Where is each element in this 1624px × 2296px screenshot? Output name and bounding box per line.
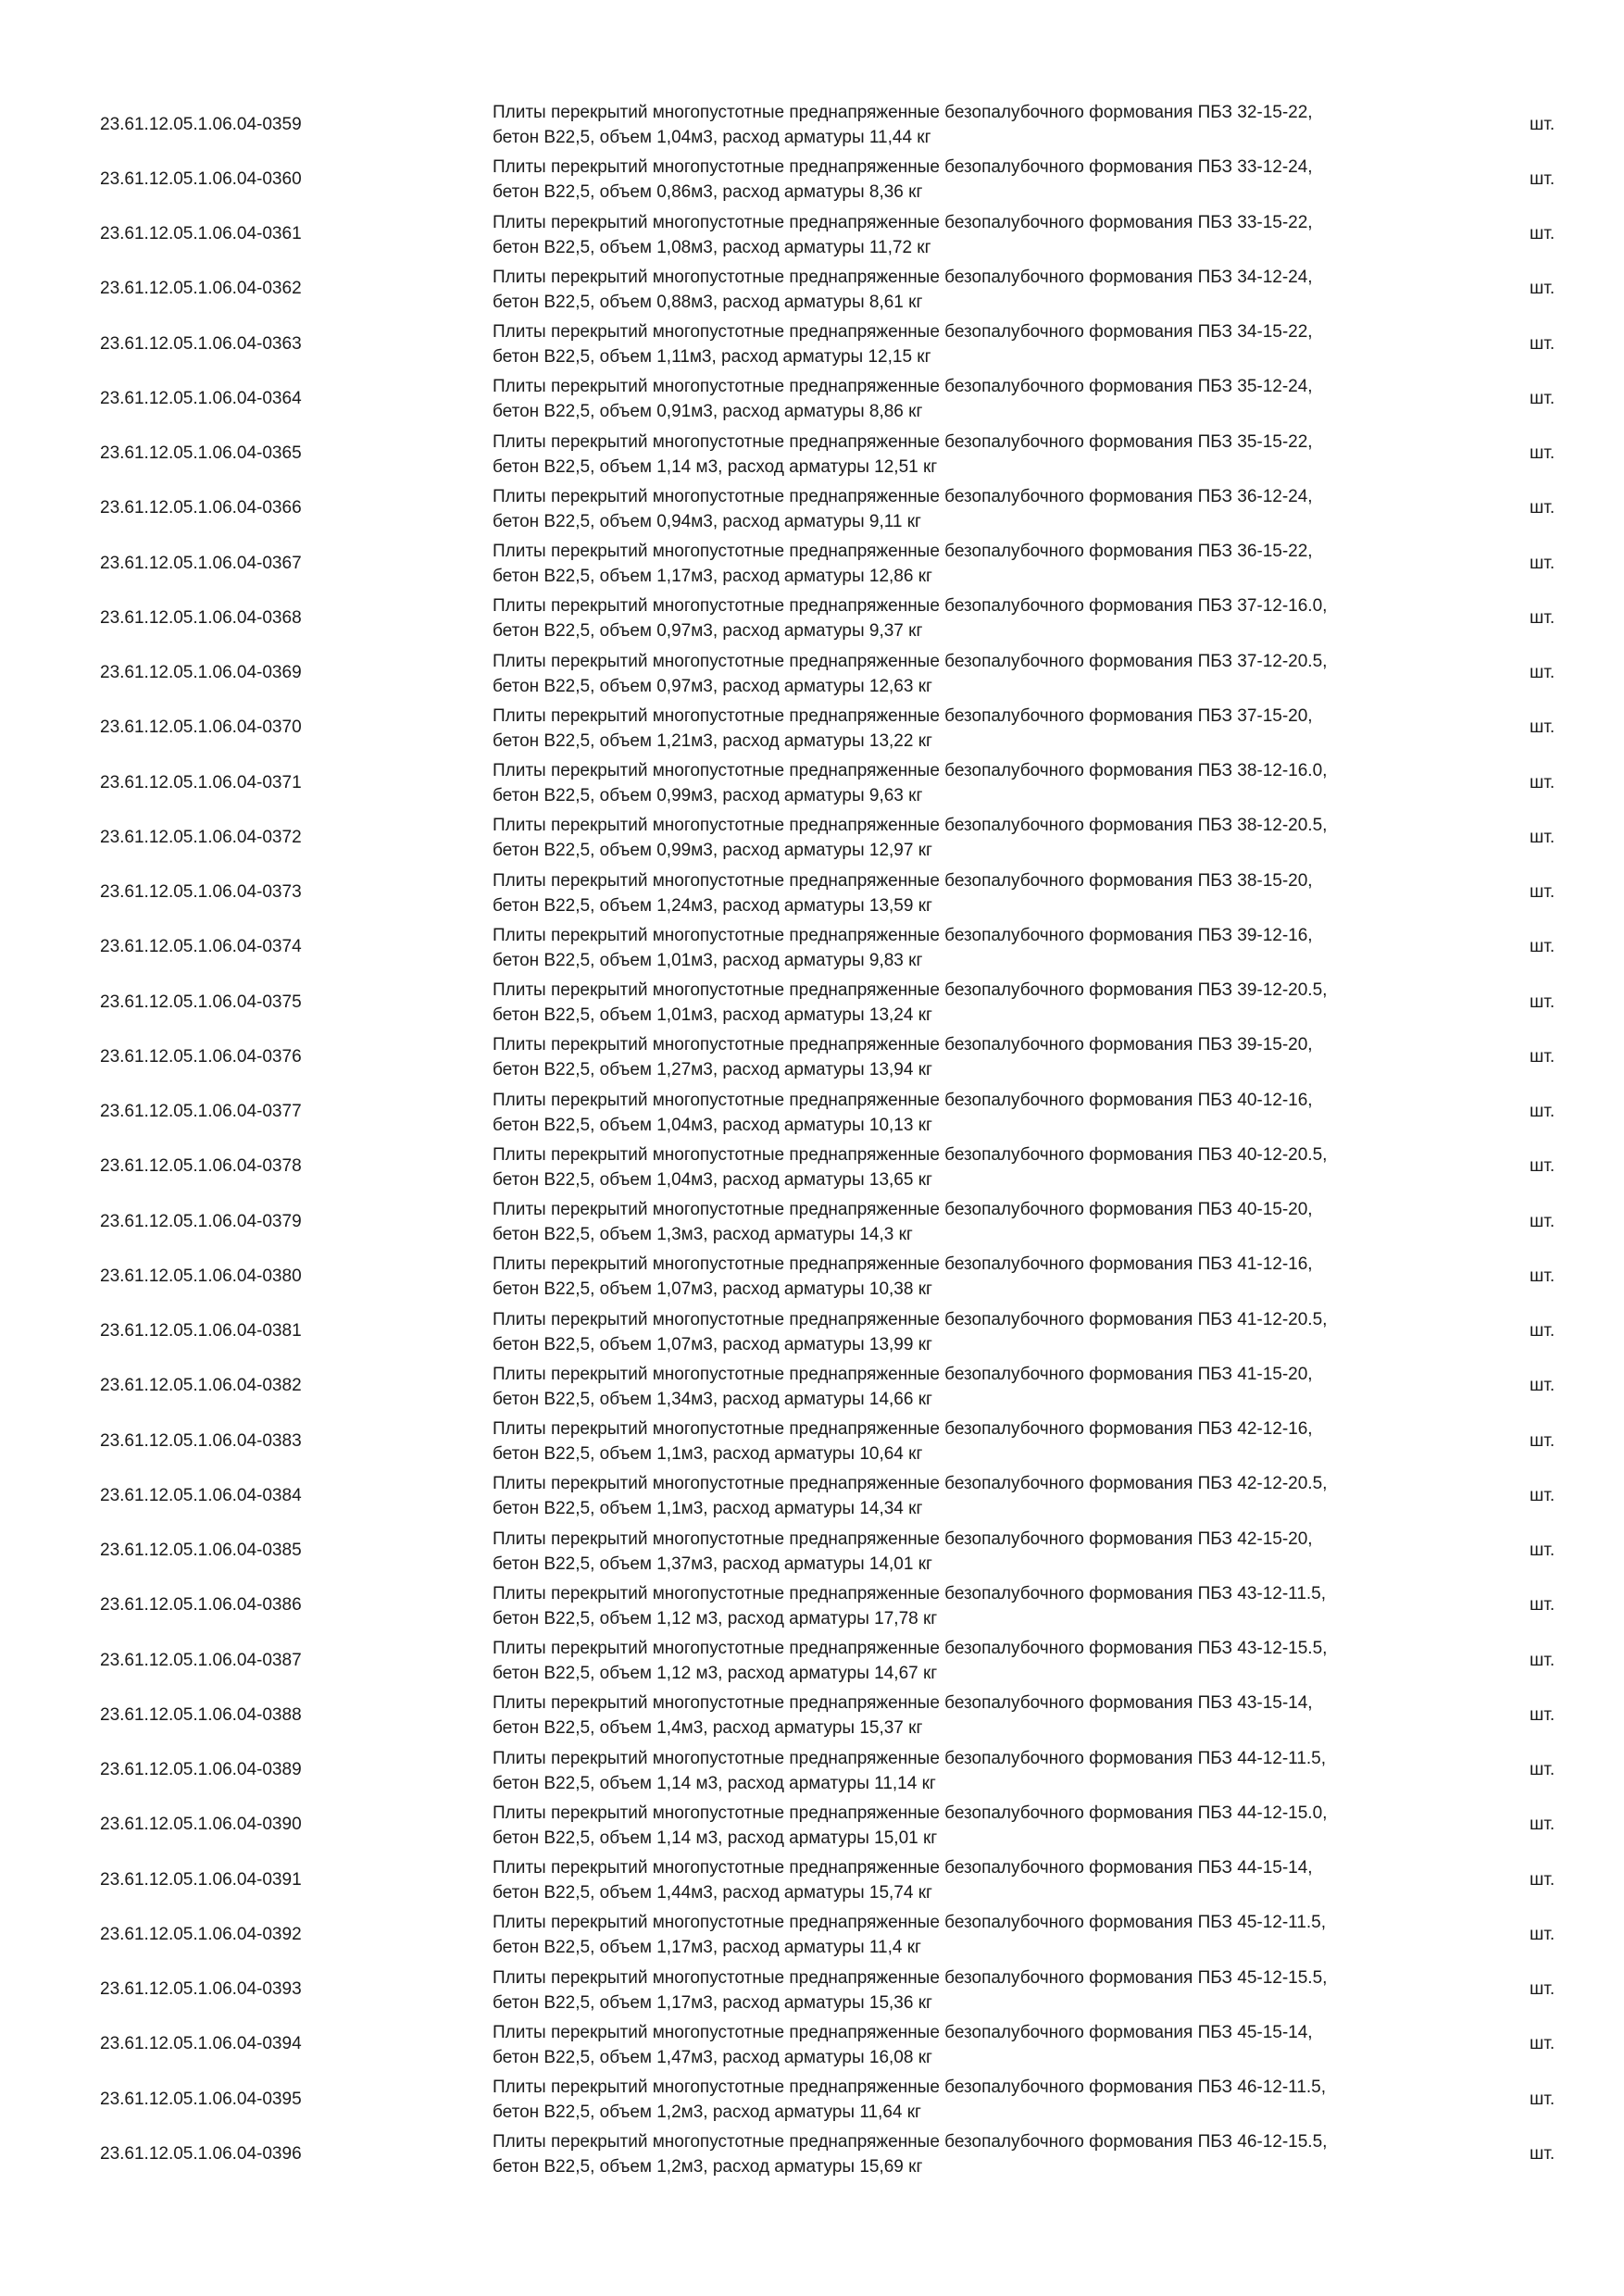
- table-row: [0, 427, 1624, 481]
- resource-code: 23.61.12.05.1.06.04-0376: [100, 1046, 302, 1067]
- table-row: [0, 1633, 1624, 1688]
- resource-description: [493, 978, 1474, 1028]
- description-line-2: бетон В22,5, объем 0,97м3, расход арматуры 9,37 кг: [493, 621, 923, 642]
- description-line-2: бетон В22,5, объем 0,99м3, расход арматуры 9,63 кг: [493, 786, 923, 805]
- resource-description: [493, 1527, 1474, 1577]
- unit-of-measure: шт.: [1530, 168, 1555, 189]
- unit-of-measure: шт.: [1530, 1211, 1555, 1231]
- resource-description: [493, 1252, 1474, 1302]
- description-line-1: Плиты перекрытий многопустотные преднапряженные безопалубочного формования ПБЗ 43-15-14,: [493, 1693, 1313, 1714]
- description-line-1: Плиты перекрытий многопустотные преднапряженные безопалубочного формования ПБЗ 38-12-20.5,: [493, 816, 1328, 836]
- description-line-2: бетон В22,5, объем 0,91м3, расход арматуры 8,86 кг: [493, 402, 923, 422]
- unit-of-measure: шт.: [1530, 1869, 1555, 1890]
- description-line-2: бетон В22,5, объем 1,27м3, расход арматуры 13,94 кг: [493, 1060, 932, 1080]
- resource-description: [493, 813, 1474, 863]
- unit-of-measure: шт.: [1530, 2089, 1555, 2109]
- resource-code: 23.61.12.05.1.06.04-0369: [100, 663, 302, 683]
- table-row: [0, 1798, 1624, 1853]
- description-line-1: Плиты перекрытий многопустотные преднапряженные безопалубочного формования ПБЗ 44-15-14,: [493, 1858, 1313, 1878]
- description-line-2: бетон В22,5, объем 1,07м3, расход арматуры 13,99 кг: [493, 1334, 932, 1354]
- description-line-2: бетон В22,5, объем 1,1м3, расход арматуры 14,34 кг: [493, 1499, 923, 1519]
- resource-code: 23.61.12.05.1.06.04-0382: [100, 1376, 302, 1396]
- description-line-2: бетон В22,5, объем 1,12 м3, расход арматуры 14,67 кг: [493, 1664, 938, 1683]
- unit-of-measure: шт.: [1530, 333, 1555, 354]
- unit-of-measure: шт.: [1530, 882, 1555, 903]
- description-line-2: бетон В22,5, объем 1,37м3, расход арматуры 14,01 кг: [493, 1554, 932, 1574]
- resource-code: 23.61.12.05.1.06.04-0370: [100, 718, 302, 738]
- resource-code: 23.61.12.05.1.06.04-0360: [100, 168, 302, 189]
- description-line-1: Плиты перекрытий многопустотные преднапряженные безопалубочного формования ПБЗ 37-15-20,: [493, 705, 1313, 726]
- description-line-1: Плиты перекрытий многопустотные преднапряженные безопалубочного формования ПБЗ 38-12-16.0,: [493, 761, 1328, 780]
- description-line-1: Плиты перекрытий многопустотные преднапряженные безопалубочного формования ПБЗ 39-12-20.5,: [493, 980, 1328, 1000]
- resource-description: [493, 430, 1474, 480]
- resource-description: [493, 758, 1474, 808]
- description-line-1: Плиты перекрытий многопустотные преднапряженные безопалубочного формования ПБЗ 41-12-20.5,: [493, 1309, 1328, 1329]
- table-row: [0, 2072, 1624, 2127]
- unit-of-measure: шт.: [1530, 114, 1555, 134]
- unit-of-measure: шт.: [1530, 1650, 1555, 1670]
- resource-description: [493, 210, 1474, 260]
- resource-code: 23.61.12.05.1.06.04-0395: [100, 2089, 302, 2109]
- table-row: [0, 97, 1624, 152]
- unit-of-measure: шт.: [1530, 1156, 1555, 1177]
- resource-code: 23.61.12.05.1.06.04-0396: [100, 2143, 302, 2164]
- table-row: [0, 1414, 1624, 1468]
- unit-of-measure: шт.: [1530, 443, 1555, 464]
- table-row: [0, 1524, 1624, 1578]
- resource-code: 23.61.12.05.1.06.04-0380: [100, 1266, 302, 1286]
- description-line-2: бетон В22,5, объем 1,11м3, расход арматуры 12,15 кг: [493, 347, 931, 367]
- table-row: [0, 317, 1624, 371]
- description-line-2: бетон В22,5, объем 1,14 м3, расход арматуры 15,01 кг: [493, 1828, 938, 1848]
- table-row: [0, 481, 1624, 536]
- description-line-2: бетон В22,5, объем 1,3м3, расход арматуры 14,3 кг: [493, 1225, 913, 1244]
- unit-of-measure: шт.: [1530, 2143, 1555, 2164]
- resource-description: [493, 265, 1474, 315]
- unit-of-measure: шт.: [1530, 992, 1555, 1012]
- unit-of-measure: шт.: [1530, 1102, 1555, 1122]
- description-line-1: Плиты перекрытий многопустотные преднапряженные безопалубочного формования ПБЗ 41-12-16,: [493, 1254, 1313, 1275]
- description-line-1: Плиты перекрытий многопустотные преднапряженные безопалубочного формования ПБЗ 45-12-15.5,: [493, 1967, 1328, 1988]
- unit-of-measure: шт.: [1530, 498, 1555, 518]
- resource-code: 23.61.12.05.1.06.04-0375: [100, 992, 302, 1012]
- resource-code: 23.61.12.05.1.06.04-0366: [100, 498, 302, 518]
- description-line-1: Плиты перекрытий многопустотные преднапряженные безопалубочного формования ПБЗ 41-15-20,: [493, 1364, 1313, 1384]
- description-line-2: бетон В22,5, объем 1,17м3, расход арматуры 11,4 кг: [493, 1938, 921, 1958]
- resource-code: 23.61.12.05.1.06.04-0381: [100, 1321, 302, 1341]
- resource-code: 23.61.12.05.1.06.04-0379: [100, 1211, 302, 1231]
- resource-description: [493, 484, 1474, 534]
- resource-description: [493, 1307, 1474, 1357]
- description-line-2: бетон В22,5, объем 1,24м3, расход арматуры 13,59 кг: [493, 895, 932, 916]
- classifier-table: [0, 97, 1624, 2182]
- table-row: [0, 2017, 1624, 2072]
- table-row: [0, 1304, 1624, 1359]
- resource-description: [493, 155, 1474, 205]
- table-row: [0, 207, 1624, 262]
- unit-of-measure: шт.: [1530, 1595, 1555, 1616]
- table-row: [0, 755, 1624, 810]
- resource-code: 23.61.12.05.1.06.04-0386: [100, 1595, 302, 1616]
- resource-description: [493, 539, 1474, 589]
- description-line-1: Плиты перекрытий многопустотные преднапряженные безопалубочного формования ПБЗ 46-12-15.5,: [493, 2132, 1328, 2152]
- description-line-1: Плиты перекрытий многопустотные преднапряженные безопалубочного формования ПБЗ 43-12-11.5,: [493, 1583, 1327, 1603]
- resource-code: 23.61.12.05.1.06.04-0373: [100, 882, 302, 903]
- description-line-2: бетон В22,5, объем 0,86м3, расход арматуры 8,36 кг: [493, 182, 923, 203]
- table-row: [0, 1907, 1624, 1962]
- table-row: [0, 810, 1624, 865]
- resource-description: [493, 1416, 1474, 1466]
- resource-code: 23.61.12.05.1.06.04-0364: [100, 388, 302, 408]
- table-row: [0, 536, 1624, 591]
- table-row: [0, 1359, 1624, 1414]
- description-line-1: Плиты перекрытий многопустотные преднапряженные безопалубочного формования ПБЗ 45-12-11.5,: [493, 1913, 1327, 1933]
- unit-of-measure: шт.: [1530, 1760, 1555, 1780]
- resource-description: [493, 1636, 1474, 1686]
- description-line-2: бетон В22,5, объем 1,21м3, расход арматуры 13,22 кг: [493, 730, 932, 751]
- resource-code: 23.61.12.05.1.06.04-0384: [100, 1485, 302, 1505]
- description-line-1: Плиты перекрытий многопустотные преднапряженные безопалубочного формования ПБЗ 44-12-15.0,: [493, 1803, 1328, 1823]
- resource-description: [493, 704, 1474, 754]
- resource-description: [493, 868, 1474, 918]
- resource-description: [493, 2075, 1474, 2125]
- description-line-1: Плиты перекрытий многопустотные преднапряженные безопалубочного формования ПБЗ 34-12-24,: [493, 267, 1313, 287]
- table-row: [0, 1578, 1624, 1633]
- description-line-1: Плиты перекрытий многопустотные преднапряженные безопалубочного формования ПБЗ 42-12-16,: [493, 1419, 1313, 1439]
- resource-code: 23.61.12.05.1.06.04-0387: [100, 1650, 302, 1670]
- unit-of-measure: шт.: [1530, 1815, 1555, 1835]
- description-line-1: Плиты перекрытий многопустотные преднапряженные безопалубочного формования ПБЗ 40-15-20,: [493, 1200, 1313, 1219]
- resource-description: [493, 1088, 1474, 1138]
- unit-of-measure: шт.: [1530, 1376, 1555, 1396]
- unit-of-measure: шт.: [1530, 2034, 1555, 2054]
- description-line-2: бетон В22,5, объем 1,4м3, расход арматуры 15,37 кг: [493, 1718, 923, 1739]
- table-row: [0, 1085, 1624, 1140]
- resource-description: [493, 374, 1474, 424]
- resource-code: 23.61.12.05.1.06.04-0377: [100, 1102, 302, 1122]
- table-row: [0, 1140, 1624, 1194]
- description-line-1: Плиты перекрытий многопустотные преднапряженные безопалубочного формования ПБЗ 37-12-16.0,: [493, 596, 1328, 617]
- resource-code: 23.61.12.05.1.06.04-0385: [100, 1541, 302, 1561]
- unit-of-measure: шт.: [1530, 937, 1555, 957]
- table-row: [0, 152, 1624, 206]
- description-line-1: Плиты перекрытий многопустотные преднапряженные безопалубочного формования ПБЗ 40-12-16,: [493, 1090, 1313, 1110]
- description-line-1: Плиты перекрытий многопустотные преднапряженные безопалубочного формования ПБЗ 32-15-22,: [493, 103, 1313, 122]
- resource-code: 23.61.12.05.1.06.04-0392: [100, 1924, 302, 1944]
- description-line-2: бетон В22,5, объем 0,88м3, расход арматуры 8,61 кг: [493, 292, 923, 312]
- description-line-1: Плиты перекрытий многопустотные преднапряженные безопалубочного формования ПБЗ 36-15-22,: [493, 542, 1313, 561]
- resource-code: 23.61.12.05.1.06.04-0368: [100, 607, 302, 628]
- description-line-1: Плиты перекрытий многопустотные преднапряженные безопалубочного формования ПБЗ 35-12-24,: [493, 377, 1313, 397]
- resource-description: [493, 1032, 1474, 1082]
- table-row: [0, 1743, 1624, 1798]
- unit-of-measure: шт.: [1530, 1485, 1555, 1505]
- unit-of-measure: шт.: [1530, 279, 1555, 299]
- table-row: [0, 701, 1624, 755]
- unit-of-measure: шт.: [1530, 827, 1555, 847]
- unit-of-measure: шт.: [1530, 1430, 1555, 1451]
- resource-description: [493, 1197, 1474, 1247]
- table-row: [0, 1194, 1624, 1249]
- description-line-1: Плиты перекрытий многопустотные преднапряженные безопалубочного формования ПБЗ 39-15-20,: [493, 1035, 1313, 1055]
- table-row: [0, 371, 1624, 426]
- resource-description: [493, 1581, 1474, 1631]
- description-line-2: бетон В22,5, объем 1,14 м3, расход арматуры 12,51 кг: [493, 456, 938, 477]
- resource-description: [493, 1142, 1474, 1192]
- description-line-2: бетон В22,5, объем 1,01м3, расход арматуры 9,83 кг: [493, 950, 923, 970]
- description-line-1: Плиты перекрытий многопустотные преднапряженные безопалубочного формования ПБЗ 42-15-20,: [493, 1529, 1313, 1549]
- unit-of-measure: шт.: [1530, 1704, 1555, 1725]
- table-row: [0, 1468, 1624, 1523]
- description-line-1: Плиты перекрытий многопустотные преднапряженные безопалубочного формования ПБЗ 34-15-22,: [493, 322, 1313, 342]
- unit-of-measure: шт.: [1530, 1924, 1555, 1944]
- description-line-1: Плиты перекрытий многопустотные преднапряженные безопалубочного формования ПБЗ 45-15-14,: [493, 2022, 1313, 2042]
- unit-of-measure: шт.: [1530, 1321, 1555, 1341]
- resource-code: 23.61.12.05.1.06.04-0365: [100, 443, 302, 464]
- resource-description: [493, 1801, 1474, 1851]
- unit-of-measure: шт.: [1530, 553, 1555, 573]
- table-row: [0, 1249, 1624, 1304]
- resource-code: 23.61.12.05.1.06.04-0389: [100, 1760, 302, 1780]
- description-line-1: Плиты перекрытий многопустотные преднапряженные безопалубочного формования ПБЗ 43-12-15.5,: [493, 1639, 1328, 1658]
- description-line-2: бетон В22,5, объем 1,04м3, расход арматуры 13,65 кг: [493, 1169, 932, 1190]
- resource-code: 23.61.12.05.1.06.04-0394: [100, 2034, 302, 2054]
- unit-of-measure: шт.: [1530, 388, 1555, 408]
- description-line-2: бетон В22,5, объем 1,14 м3, расход арматуры 11,14 кг: [493, 1773, 936, 1793]
- description-line-1: Плиты перекрытий многопустотные преднапряженные безопалубочного формования ПБЗ 38-15-20,: [493, 870, 1313, 891]
- unit-of-measure: шт.: [1530, 772, 1555, 792]
- description-line-2: бетон В22,5, объем 1,2м3, расход арматуры 15,69 кг: [493, 2157, 923, 2177]
- description-line-2: бетон В22,5, объем 1,12 м3, расход арматуры 17,78 кг: [493, 1608, 938, 1628]
- resource-code: 23.61.12.05.1.06.04-0390: [100, 1815, 302, 1835]
- resource-code: 23.61.12.05.1.06.04-0378: [100, 1156, 302, 1177]
- resource-description: [493, 2129, 1474, 2179]
- description-line-2: бетон В22,5, объем 1,34м3, расход арматуры 14,66 кг: [493, 1389, 932, 1409]
- unit-of-measure: шт.: [1530, 224, 1555, 244]
- description-line-1: Плиты перекрытий многопустотные преднапряженные безопалубочного формования ПБЗ 37-12-20.5,: [493, 651, 1328, 671]
- unit-of-measure: шт.: [1530, 1979, 1555, 2000]
- description-line-2: бетон В22,5, объем 1,1м3, расход арматуры 10,64 кг: [493, 1444, 923, 1464]
- resource-description: [493, 1471, 1474, 1521]
- table-row: [0, 866, 1624, 920]
- table-row: [0, 1029, 1624, 1084]
- resource-description: [493, 1910, 1474, 1960]
- description-line-1: Плиты перекрытий многопустотные преднапряженные безопалубочного формования ПБЗ 33-15-22,: [493, 212, 1313, 232]
- resource-code: 23.61.12.05.1.06.04-0388: [100, 1704, 302, 1725]
- resource-code: 23.61.12.05.1.06.04-0383: [100, 1430, 302, 1451]
- table-row: [0, 1853, 1624, 1907]
- unit-of-measure: шт.: [1530, 1046, 1555, 1067]
- resource-code: 23.61.12.05.1.06.04-0363: [100, 333, 302, 354]
- description-line-2: бетон В22,5, объем 1,01м3, расход арматуры 13,24 кг: [493, 1005, 932, 1025]
- description-line-1: Плиты перекрытий многопустотные преднапряженные безопалубочного формования ПБЗ 35-15-22,: [493, 431, 1313, 452]
- resource-description: [493, 100, 1474, 150]
- resource-description: [493, 923, 1474, 973]
- resource-description: [493, 1746, 1474, 1796]
- resource-description: [493, 2020, 1474, 2070]
- description-line-2: бетон В22,5, объем 0,97м3, расход арматуры 12,63 кг: [493, 676, 932, 696]
- description-line-1: Плиты перекрытий многопустотные преднапряженные безопалубочного формования ПБЗ 39-12-16,: [493, 925, 1313, 945]
- resource-description: [493, 319, 1474, 369]
- table-row: [0, 1963, 1624, 2017]
- description-line-2: бетон В22,5, объем 1,2м3, расход арматуры 11,64 кг: [493, 2103, 921, 2122]
- description-line-1: Плиты перекрытий многопустотные преднапряженные безопалубочного формования ПБЗ 42-12-20.5,: [493, 1474, 1328, 1494]
- resource-description: [493, 1965, 1474, 2015]
- unit-of-measure: шт.: [1530, 718, 1555, 738]
- resource-description: [493, 593, 1474, 643]
- table-row: [0, 920, 1624, 975]
- description-line-1: Плиты перекрытий многопустотные преднапряженные безопалубочного формования ПБЗ 36-12-24,: [493, 486, 1313, 506]
- unit-of-measure: шт.: [1530, 607, 1555, 628]
- resource-description: [493, 1362, 1474, 1412]
- table-row: [0, 1688, 1624, 1742]
- description-line-2: бетон В22,5, объем 1,04м3, расход арматуры 10,13 кг: [493, 1115, 932, 1135]
- description-line-1: Плиты перекрытий многопустотные преднапряженные безопалубочного формования ПБЗ 40-12-20.5,: [493, 1144, 1328, 1165]
- description-line-1: Плиты перекрытий многопустотные преднапряженные безопалубочного формования ПБЗ 44-12-11.5,: [493, 1748, 1327, 1768]
- description-line-1: Плиты перекрытий многопустотные преднапряженные безопалубочного формования ПБЗ 46-12-11.5,: [493, 2078, 1327, 2097]
- table-row: [0, 646, 1624, 701]
- description-line-2: бетон В22,5, объем 0,94м3, расход арматуры 9,11 кг: [493, 511, 921, 531]
- resource-code: 23.61.12.05.1.06.04-0393: [100, 1979, 302, 2000]
- resource-code: 23.61.12.05.1.06.04-0362: [100, 279, 302, 299]
- table-row: [0, 975, 1624, 1029]
- description-line-2: бетон В22,5, объем 1,07м3, расход арматуры 10,38 кг: [493, 1279, 932, 1300]
- resource-code: 23.61.12.05.1.06.04-0367: [100, 553, 302, 573]
- description-line-2: бетон В22,5, объем 1,04м3, расход арматуры 11,44 кг: [493, 128, 931, 147]
- resource-code: 23.61.12.05.1.06.04-0361: [100, 224, 302, 244]
- resource-code: 23.61.12.05.1.06.04-0371: [100, 772, 302, 792]
- resource-description: [493, 649, 1474, 699]
- description-line-2: бетон В22,5, объем 0,99м3, расход арматуры 12,97 кг: [493, 841, 932, 861]
- unit-of-measure: шт.: [1530, 1541, 1555, 1561]
- table-row: [0, 262, 1624, 317]
- description-line-2: бетон В22,5, объем 1,47м3, расход арматуры 16,08 кг: [493, 2047, 932, 2067]
- unit-of-measure: шт.: [1530, 1266, 1555, 1286]
- description-line-2: бетон В22,5, объем 1,17м3, расход арматуры 15,36 кг: [493, 1992, 932, 2013]
- resource-description: [493, 1855, 1474, 1905]
- description-line-2: бетон В22,5, объем 1,08м3, расход арматуры 11,72 кг: [493, 237, 931, 257]
- table-row: [0, 591, 1624, 645]
- resource-code: 23.61.12.05.1.06.04-0359: [100, 114, 302, 134]
- description-line-2: бетон В22,5, объем 1,17м3, расход арматуры 12,86 кг: [493, 567, 932, 586]
- resource-code: 23.61.12.05.1.06.04-0374: [100, 937, 302, 957]
- resource-code: 23.61.12.05.1.06.04-0372: [100, 827, 302, 847]
- table-row: [0, 2127, 1624, 2181]
- description-line-1: Плиты перекрытий многопустотные преднапряженные безопалубочного формования ПБЗ 33-12-24,: [493, 157, 1313, 178]
- description-line-2: бетон В22,5, объем 1,44м3, расход арматуры 15,74 кг: [493, 1883, 932, 1903]
- resource-code: 23.61.12.05.1.06.04-0391: [100, 1869, 302, 1890]
- unit-of-measure: шт.: [1530, 663, 1555, 683]
- resource-description: [493, 1691, 1474, 1741]
